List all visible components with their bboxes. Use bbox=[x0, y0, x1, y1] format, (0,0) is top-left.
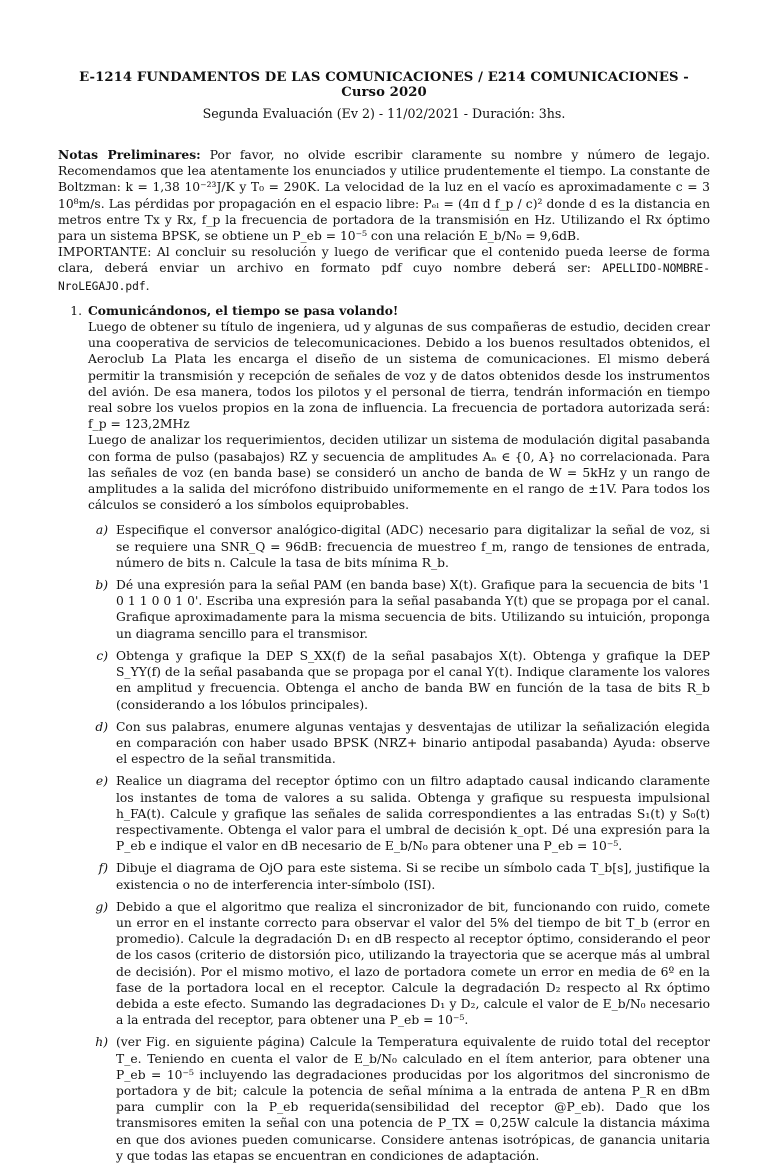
exam-subtitle: Segunda Evaluación (Ev 2) - 11/02/2021 - Duración: 3hs. bbox=[202, 106, 566, 121]
question-item bbox=[58, 860, 710, 892]
filename-text: APELLIDO-NOMBRE-NroLEGAJO.pdf bbox=[58, 262, 710, 293]
item-text: Realice un diagrama del receptor óptimo con un filtro adaptado causal indicando claramente los instantes de toma de valores a su salida. Obtenga y grafique su respuesta impulsional h_FA(t). Calcule y grafique las señales de salida correspondientes a las entradas S₁(t) y S₀(t) respectivamente. Obtenga el valor para el umbral de decisión k_opt. Dé una expresión para la P_eb e indique el valor en dB necesario de E_b/N₀ para obtener una P_eb = 10⁻⁵. bbox=[116, 774, 710, 854]
item-label: f) bbox=[98, 861, 108, 876]
notes-label: Notas Preliminares: bbox=[58, 147, 201, 162]
question-item bbox=[58, 773, 710, 854]
question-title: Comunicándonos, el tiempo se pasa volando! bbox=[88, 302, 399, 318]
item-label: a) bbox=[95, 523, 108, 538]
important-end: . bbox=[145, 278, 150, 293]
item-label: c) bbox=[96, 648, 108, 663]
question-header bbox=[58, 303, 710, 319]
item-text: Debido a que el algoritmo que realiza el sincronizador de bit, funcionando con ruido, comete un error en el instante correcto para observar el valor del 5% del tiempo de bit T_b (error en promedio). Calcule la degradación D₁ en dB respecto al receptor óptimo, considerando el peor de los casos (criterio de distorsión pico, utilizando la trayectoria que se acerque más al umbral de decisión). Por el mismo motivo, el lazo de portadora comete un error en media de 6º en la fase de la portadora local en el receptor. Calcule la degradación D₂ respecto al Rx óptimo debida a este efecto. Sumando las degradaciones D₁ y D₂, calcule el valor de E_b/N₀ necesario a la entrada del receptor, para obtener una P_eb = 10⁻⁵. bbox=[116, 899, 710, 1028]
question-intro: Luego de obtener su título de ingeniera, ud y algunas de sus compañeras de estudio, deciden crear una cooperativa de servicios de telecomunicaciones. Debido a los buenos resultados obtenidos, el Aeroclub La Plata les encarga el diseño de un sistema de comunicaciones. El mismo deberá permitir la transmisión y recepción de señales de voz y de datos obtenidos desde los instrumentos del avión. De esa manera, todos los pilotos y el personal de tierra, tendrán información en tiempo real sobre los vuelos propios en la zona de influencia. La frecuencia de portadora autorizada será: f_p = 123,2MHz bbox=[88, 320, 710, 432]
question-item bbox=[58, 719, 710, 768]
item-text: Dibuje el diagrama de OjO para este sistema. Si se recibe un símbolo cada T_b[s], justifique la existencia o no de interferencia inter-símbolo (ISI). bbox=[116, 861, 710, 892]
question-item bbox=[58, 1034, 710, 1164]
question-item bbox=[58, 577, 710, 642]
item-label: d) bbox=[95, 719, 108, 734]
item-label: h) bbox=[95, 1035, 108, 1050]
item-label: g) bbox=[95, 899, 108, 914]
important-paragraph bbox=[58, 244, 710, 295]
question-item bbox=[58, 522, 710, 571]
notes-text: Por favor, no olvide escribir claramente su nombre y número de legajo. Recomendamos que lea atentamente los enunciados y utilice prudentemente el tiempo. La constante de Boltzman: k = 1,38 10⁻²³J/K y T₀ = 290K. La velocidad de la luz en el vacío es aproximadamente c = 3 10⁸m/s. Las pérdidas por propagación en el espacio libre: Pₑₗ = (4π d f_p / c)² donde d es la distancia en metros entre Tx y Rx, f_p la frecuencia de portadora de la transmisión en Hz. Utilizando el Rx óptimo para un sistema BPSK, se obtiene un P_eb = 10⁻⁵ con una relación E_b/N₀ = 9,6dB. bbox=[58, 148, 710, 244]
question-body bbox=[88, 319, 710, 513]
item-text: (ver Fig. en siguiente página) Calcule la Temperatura equivalente de ruido total del receptor T_e. Teniendo en cuenta el valor de E_b/N₀ calculado en el ítem anterior, para obtener una P_eb = 10⁻⁵ incluyendo las degradaciones producidas por los algoritmos del sincronismo de portadora y de bit; calcule la potencia de señal mínima a la entrada de antena P_R en dBm para cumplir con la P_eb requerida(sensibilidad del receptor @P_eb). Dado que los transmisores emiten la señal con una potencia de P_TX = 0,25W calcule la distancia máxima en que dos aviones pueden comunicarse. Considere antenas isotrópicas, de ganancia unitaria y que todas las etapas se encuentran en condiciones de adaptación. bbox=[116, 1035, 710, 1163]
question-items bbox=[58, 522, 710, 1164]
item-label: e) bbox=[95, 774, 108, 789]
item-text: Con sus palabras, enumere algunas ventajas y desventajas de utilizar la señalización elegida en comparación con haber usado BPSK (NRZ+ binario antipodal pasabanda) Ayuda: observe el espectro de la señal transmitida. bbox=[116, 719, 710, 767]
question-intro-2: Luego de analizar los requerimientos, deciden utilizar un sistema de modulación digital pasabanda con forma de pulso (pasabajos) RZ y secuencia de amplitudes Aₙ ∈ {0, A} no correlacionada. Para las señales de voz (en banda base) se consideró un ancho de banda de W = 5kHz y un rango de amplitudes a la salida del micrófono distribuido uniformemente en el rango de ±1V. Para todos los cálculos se consideró a los símbolos equiprobables. bbox=[88, 433, 710, 513]
important-text: IMPORTANTE: Al concluir su resolución y luego de verificar que el contenido pueda leerse de forma clara, deberá enviar un archivo en formato pdf cuyo nombre deberá ser: bbox=[58, 245, 710, 276]
question-1 bbox=[58, 303, 710, 1164]
question-item bbox=[58, 648, 710, 713]
question-item bbox=[58, 899, 710, 1029]
preliminary-notes bbox=[58, 147, 710, 295]
exam-title: E-1214 FUNDAMENTOS DE LAS COMUNICACIONES / E214 COMUNICACIONES - Curso 2020 bbox=[79, 70, 689, 100]
item-text: Especifique el conversor analógico-digital (ADC) necesario para digitalizar la señal de voz, si se requiere una SNR_Q = 96dB: frecuencia de muestreo f_m, rango de tensiones de entrada, número de bits n. Calcule la tasa de bits mínima R_b. bbox=[116, 523, 710, 570]
notes-paragraph bbox=[58, 147, 710, 244]
question-number: 1. bbox=[70, 303, 82, 318]
exam-page bbox=[0, 70, 768, 1163]
item-label: b) bbox=[95, 578, 108, 593]
item-text: Obtenga y grafique la DEP S_XX(f) de la señal pasabajos X(t). Obtenga y grafique la DEP S_YY(f) de la señal pasabanda que se propaga por el canal Y(t). Indique claramente los valores en amplitud y frecuencia. Obtenga el ancho de banda BW en función de la tasa de bits R_b (considerando a los lóbulos principales). bbox=[116, 648, 710, 712]
item-text: Dé una expresión para la señal PAM (en banda base) X(t). Grafique para la secuencia de bits '1 0 1 1 0 0 1 0'. Escriba una expresión para la señal pasabanda Y(t) que se propaga por el canal. Grafique aproximadamente para la misma secuencia de bits. Utilizando su intuición, proponga un diagrama sencillo para el transmisor. bbox=[116, 578, 710, 641]
